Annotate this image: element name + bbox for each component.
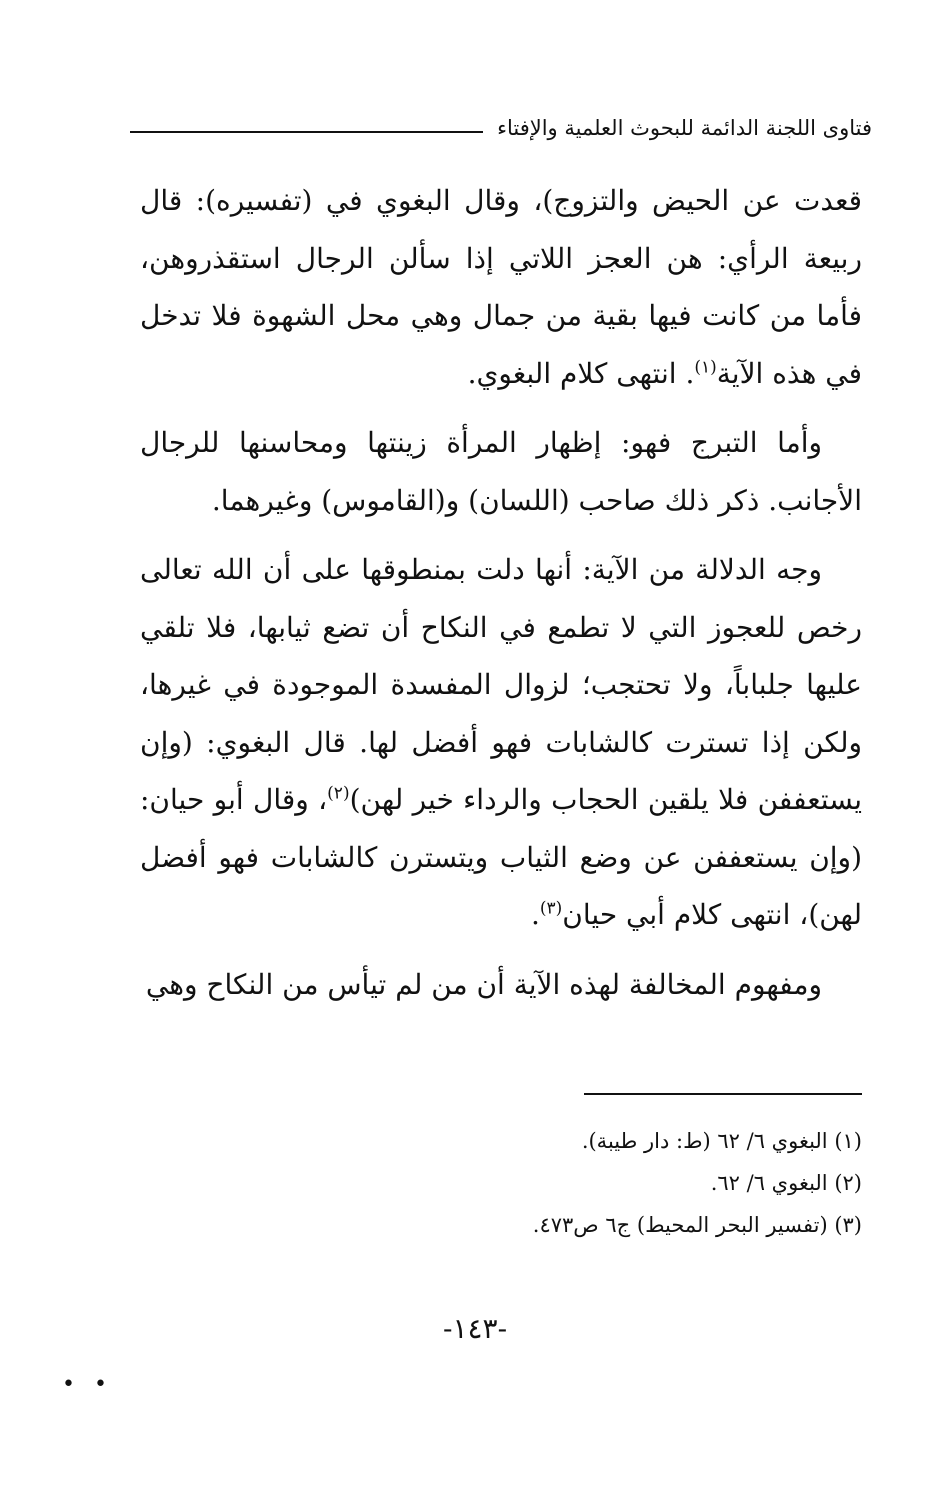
paragraph-text: قعدت عن الحيض والتزوج)، وقال البغوي في (تفسيره): قال ربيعة الرأي: هن العجز اللاتي إذا سألن الرجال استقذروهن، فأما من كانت فيها بقية من جمال وهي محل الشهوة فلا تدخل في هذه الآية: [140, 184, 862, 390]
paragraph-text: وأما التبرج فهو: إظهار المرأة زينتها ومحاسنها للرجال الأجانب. ذكر ذلك صاحب (اللسان) و(القاموس) وغيرهما.: [140, 426, 862, 517]
footnote-3: (٣) (تفسير البحر المحيط) ج٦ ص٤٧٣.: [532, 1213, 862, 1237]
header-rule: [130, 131, 483, 133]
paragraph-3: [140, 541, 862, 944]
footnote-ref-3: (٣): [539, 898, 563, 919]
running-header: [130, 108, 872, 148]
corner-mark: • •: [62, 1372, 113, 1397]
footnotes: [140, 1120, 862, 1246]
footnote-separator: [584, 1093, 862, 1095]
paragraph-2: [140, 414, 862, 529]
paragraph-text-after: ، وقال أبو حيان: (وإن يستعففن عن وضع الثياب ويتسترن كالشابات فهو أفضل لهن)، انتهى كلام أبي حيان: [140, 783, 862, 931]
footnote-1: (١) البغوي ٦/ ٦٢ (ط: دار طيبة).: [581, 1129, 862, 1153]
paragraph-text: وجه الدلالة من الآية: أنها دلت بمنطوقها على أن الله تعالى رخص للعجوز التي لا تطمع في النكاح أن تضع ثيابها، فلا تلقي عليها جلباباً، ولا تحتجب؛ لزوال المفسدة الموجودة في غيرها، ولكن إذا تسترت كالشابات فهو أفضل لها. قال البغوي: (وإن يستعففن فلا يلقين الحجاب والرداء خير لهن): [140, 553, 862, 816]
paragraph-text-end: .: [530, 898, 540, 931]
paragraph-text: ومفهوم المخالفة لهذه الآية أن من لم تيأس من النكاح وهي: [145, 967, 822, 1001]
page-number: -١٤٣-: [442, 1312, 508, 1345]
paragraph-1: [140, 172, 862, 402]
footnote-ref-1: (١): [694, 357, 717, 378]
paragraph-text-after: . انتهى كلام البغوي.: [467, 356, 695, 390]
paragraph-4: [140, 956, 862, 1014]
header-title: فتاوى اللجنة الدائمة للبحوث العلمية والإفتاء: [497, 116, 872, 140]
footnote-2: (٢) البغوي ٦/ ٦٢.: [710, 1171, 862, 1195]
footnote-ref-2: (٢): [327, 783, 350, 804]
body-text: [140, 172, 862, 1013]
